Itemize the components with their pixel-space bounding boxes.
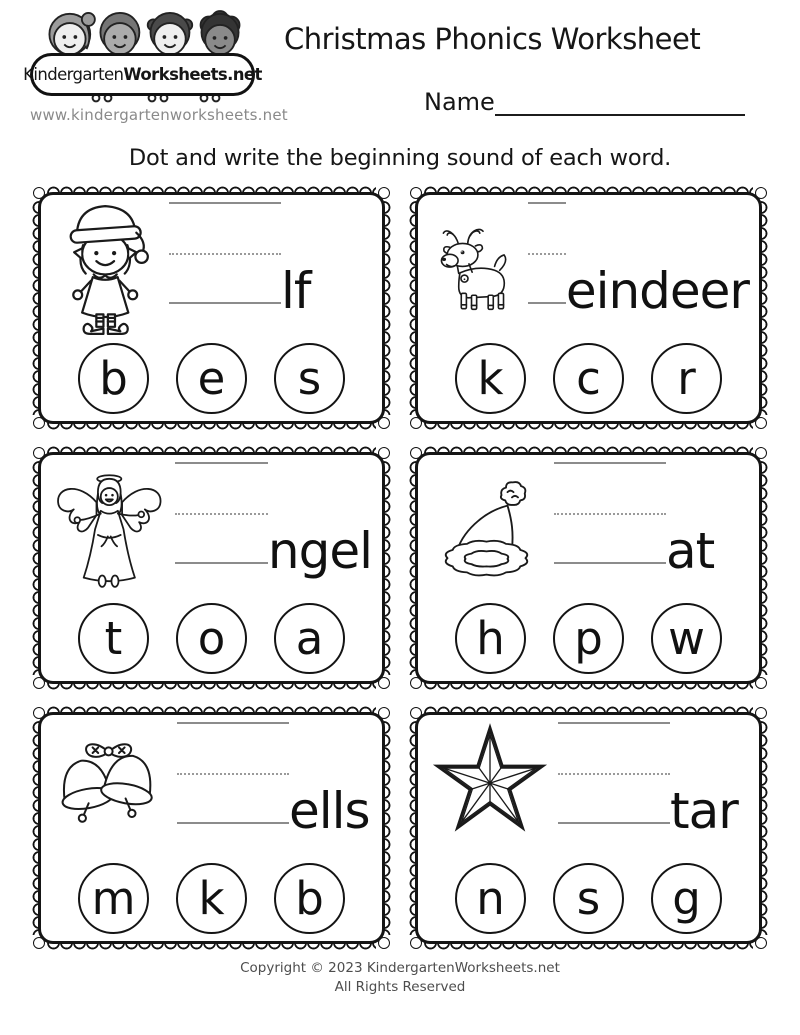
copyright-text: Copyright © 2023 KindergartenWorksheets.net [240,960,560,976]
name-field [274,88,780,116]
star-image [428,715,558,861]
writing-lines[interactable] [528,202,566,304]
word-fragment: eindeer [565,261,749,320]
writing-lines[interactable] [558,722,670,824]
scallop-edge [384,461,393,675]
card-bells [30,704,393,952]
letter-choices [51,603,372,674]
hat-image [428,455,554,601]
writing-lines[interactable] [175,462,268,564]
writing-lines[interactable] [169,202,281,304]
scallop-edge [384,201,393,415]
card-elf [30,184,393,432]
name-label: Name [424,88,495,116]
letter-choices [428,863,749,934]
scallop-edge [761,201,770,415]
scallop-edge [47,683,376,692]
scallop-edge [761,461,770,675]
answer-area-angel[interactable] [175,462,372,580]
card-angel [30,444,393,692]
letter-choice[interactable]: s [274,343,345,414]
letter-choices [428,603,749,674]
answer-area-hat[interactable] [554,462,749,580]
scallop-edge [424,683,753,692]
letter-choice[interactable]: b [78,343,149,414]
footer [0,959,800,997]
word-fragment: lf [281,261,311,320]
reindeer-image [428,195,528,341]
letter-choice[interactable]: b [274,863,345,934]
cards-grid [0,184,800,952]
header [0,0,800,124]
dotted-midline [528,253,566,255]
letter-choice[interactable]: a [274,603,345,674]
writing-lines[interactable] [554,462,666,564]
scallop-edge [47,943,376,952]
website-url: www.kindergartenworksheets.net [30,106,288,124]
letter-choice[interactable]: r [651,343,722,414]
dotted-midline [554,513,666,515]
elf-image [51,195,169,341]
letter-choice[interactable]: n [455,863,526,934]
bells-image [51,715,177,861]
letter-choice[interactable]: m [78,863,149,934]
logo [23,6,288,124]
letter-choice[interactable]: s [553,863,624,934]
dotted-midline [177,773,289,775]
rights-text: All Rights Reserved [334,978,466,995]
card-reindeer [407,184,770,432]
letter-choices [51,863,372,934]
answer-area-bells[interactable] [177,722,372,840]
word-fragment: ngel [267,521,372,580]
angel-image [51,455,175,601]
name-input-line[interactable] [495,91,745,116]
header-right [274,6,780,124]
letter-choice[interactable]: g [651,863,722,934]
letter-choice[interactable]: k [455,343,526,414]
dotted-midline [558,773,670,775]
card-star [407,704,770,952]
letter-choice[interactable]: o [176,603,247,674]
letter-choice[interactable]: w [651,603,722,674]
dotted-midline [175,513,268,515]
letter-choice[interactable]: c [553,343,624,414]
letter-choice[interactable]: p [553,603,624,674]
answer-area-elf[interactable] [169,202,372,320]
logo-text-bold: Worksheets.net [123,65,262,84]
instruction-text: Dot and write the beginning sound of each word. [128,145,672,171]
answer-area-star[interactable] [558,722,749,840]
word-fragment: at [666,521,715,580]
dotted-midline [169,253,281,255]
word-fragment: tar [670,781,738,840]
logo-text-regular: Kindergarten [23,65,124,84]
page-title: Christmas Phonics Worksheet [284,22,701,56]
letter-choice[interactable]: h [455,603,526,674]
card-hat [407,444,770,692]
answer-area-reindeer[interactable] [528,202,749,320]
logo-banner [23,53,262,96]
word-fragment: ells [289,781,370,840]
letter-choice[interactable]: t [78,603,149,674]
letter-choices [51,343,372,414]
scallop-edge [424,423,753,432]
letter-choice[interactable]: e [176,343,247,414]
letter-choice[interactable]: k [176,863,247,934]
scallop-edge [424,943,753,952]
scallop-edge [761,721,770,935]
letter-choices [428,343,749,414]
writing-lines[interactable] [177,722,289,824]
scallop-edge [47,423,376,432]
scallop-edge [384,721,393,935]
